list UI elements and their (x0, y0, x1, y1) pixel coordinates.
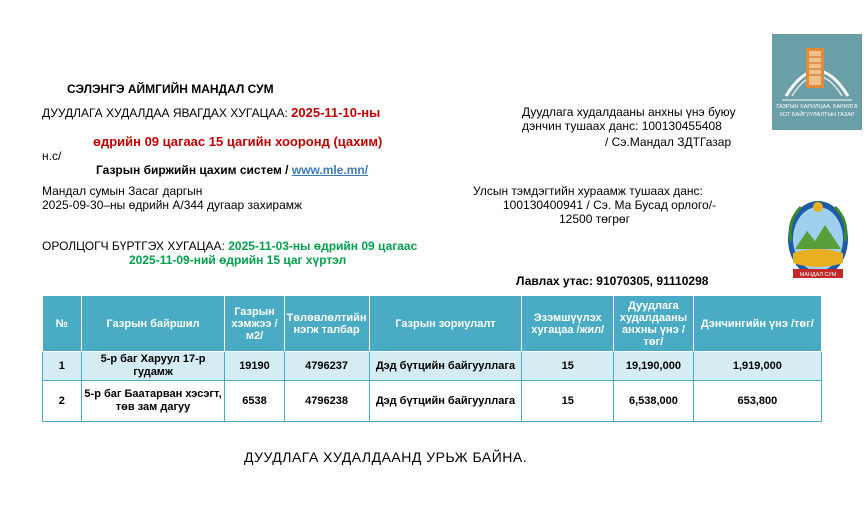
cell-number: 1 (43, 352, 82, 381)
header-deposit: Дэнчингийн үнэ /төг/ (693, 296, 821, 352)
cell-location: 5-р баг Баатарван хэсэгт, төв зам дагуу (81, 381, 225, 422)
logo-text-line2: ХОТ БАЙГУУЛАЛТЫН ГАЗАР (779, 112, 855, 118)
deposit-line2: дэнчин тушаах данс: 100130455408 (522, 119, 722, 133)
cell-parcel: 4796237 (284, 352, 369, 381)
emblem-text: МАНДАЛ СУМ (799, 272, 837, 278)
header-term: Эзэмшүүлэх хугацаа /жил/ (522, 296, 614, 352)
cell-area: 19190 (225, 352, 284, 381)
registration-start: 2025-11-03-ны өдрийн 09 цагаас (228, 239, 418, 253)
registration-label: ОРОЛЦОГЧ БҮРТГЭХ ХУГАЦАА: (42, 239, 225, 253)
invitation-footer: ДУУДЛАГА ХУДАЛДААНД УРЬЖ БАЙНА. (244, 449, 528, 465)
table-header-row (43, 296, 822, 352)
cell-parcel: 4796238 (284, 381, 369, 422)
system-label: Газрын биржийн цахим систем / (96, 163, 289, 177)
header-number: № (43, 296, 82, 352)
auction-date-label: ДУУДЛАГА ХУДАЛДАА ЯВАГДАХ ХУГАЦАА: (42, 106, 288, 120)
header-location: Газрын байршил (81, 296, 225, 352)
system-line (96, 163, 368, 177)
auction-date: 2025-11-10-ны (291, 105, 381, 120)
cell-purpose: Дэд бүтцийн байгууллага (369, 381, 522, 422)
deposit-line3: / Сэ.Мандал ЗДТГазар (605, 135, 732, 149)
deposit-line1: Дуудлага худалдааны анхны үнэ буюу (522, 105, 736, 119)
cell-number: 2 (43, 381, 82, 422)
phone-line: Лавлах утас: 91070305, 91110298 (516, 274, 709, 288)
land-auction-table (42, 295, 822, 422)
header-parcel: Төлөвлөлтийн нэгж талбар (284, 296, 369, 352)
logo-text-line1: ГАЗРЫН ХАРИЛЦАА, БАРИЛГА (776, 104, 858, 110)
cell-purpose: Дэд бүтцийн байгууллага (369, 352, 522, 381)
cell-area: 6538 (225, 381, 284, 422)
cell-initial-price: 6,538,000 (614, 381, 694, 422)
cell-term: 15 (522, 381, 614, 422)
cell-deposit: 653,800 (693, 381, 821, 422)
table-row (43, 381, 822, 422)
header-area: Газрын хэмжээ /м2/ (225, 296, 284, 352)
land-agency-logo (772, 34, 862, 130)
auction-time: өдрийн 09 цагаас 15 цагийн хооронд (цахим) (93, 134, 383, 149)
authority-line2: 2025-09-30–ны өдрийн А/344 дугаар захирамж (42, 198, 303, 212)
cell-initial-price: 19,190,000 (614, 352, 694, 381)
system-link[interactable]: www.mle.mn/ (291, 163, 369, 177)
auction-date-line (42, 105, 380, 120)
ns-label: н.с/ (42, 149, 62, 163)
registration-end: 2025-11-09-ний өдрийн 15 цаг хүртэл (129, 253, 347, 267)
table-row (43, 352, 822, 381)
fee-line2: 100130400941 / Сэ. Ма Бусад орлого/- (503, 198, 717, 212)
document-title: СЭЛЭНГЭ АЙМГИЙН МАНДАЛ СУМ (67, 82, 274, 96)
header-purpose: Газрын зориулалт (369, 296, 522, 352)
mandal-sum-emblem (785, 197, 851, 287)
authority-line1: Мандал сумын Засаг даргын (42, 184, 203, 198)
cell-location: 5-р баг Харуул 17-р гудамж (81, 352, 225, 381)
fee-line1: Улсын тэмдэгтийн хураамж тушаах данс: (473, 184, 703, 198)
cell-deposit: 1,919,000 (693, 352, 821, 381)
fee-line3: 12500 төгрөг (559, 212, 630, 226)
registration-line (42, 239, 417, 253)
header-initial-price: Дуудлага худалдааны анхны үнэ /төг/ (614, 296, 694, 352)
cell-term: 15 (522, 352, 614, 381)
